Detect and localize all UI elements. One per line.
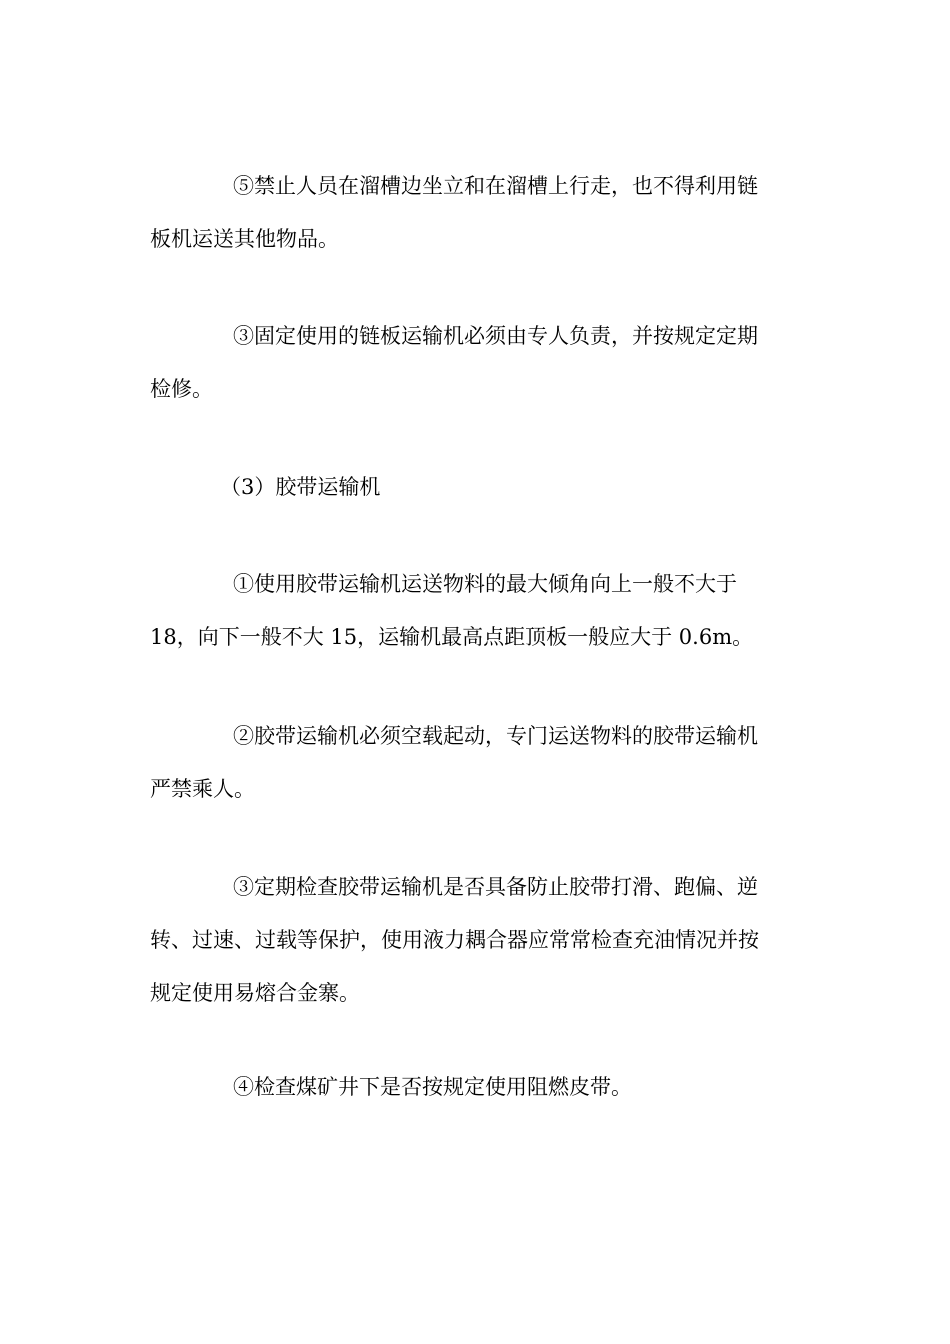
paragraph-line: ④检查煤矿井下是否按规定使用阻燃皮带。 [233, 1075, 632, 1099]
paragraph-line: 规定使用易熔合金寨。 [150, 981, 360, 1005]
paragraph-line: 转、过速、过载等保护，使用液力耦合器应常常检查充油情况并按 [150, 928, 759, 952]
paragraph-line: 18，向下一般不大 15，运输机最高点距顶板一般应大于 0.6m。 [150, 625, 754, 649]
paragraph-line: 板机运送其他物品。 [150, 227, 339, 251]
paragraph-item-3-protection-check [150, 861, 800, 1020]
paragraph-line: ③定期检查胶带运输机是否具备防止胶带打滑、跑偏、逆 [233, 875, 758, 899]
section-heading-belt-conveyor [150, 461, 800, 514]
paragraph-item-2-no-load-start [150, 710, 800, 816]
paragraph-line: ①使用胶带运输机运送物料的最大倾角向上一般不大于 [233, 572, 737, 596]
section-heading-text: （3）胶带运输机 [220, 475, 381, 499]
paragraph-line: ②胶带运输机必须空载起动，专门运送物料的胶带运输机 [233, 724, 758, 748]
paragraph-item-5-chute [150, 160, 800, 266]
paragraph-line: 严禁乘人。 [150, 777, 255, 801]
paragraph-line: ③固定使用的链板运输机必须由专人负责，并按规定定期 [233, 324, 758, 348]
paragraph-line: 检修。 [150, 377, 213, 401]
paragraph-item-3-fixed-conveyor [150, 310, 800, 416]
paragraph-item-1-incline [150, 558, 800, 664]
paragraph-item-4-flame-retardant [150, 1061, 800, 1114]
paragraph-line: ⑤禁止人员在溜槽边坐立和在溜槽上行走，也不得利用链 [233, 174, 758, 198]
